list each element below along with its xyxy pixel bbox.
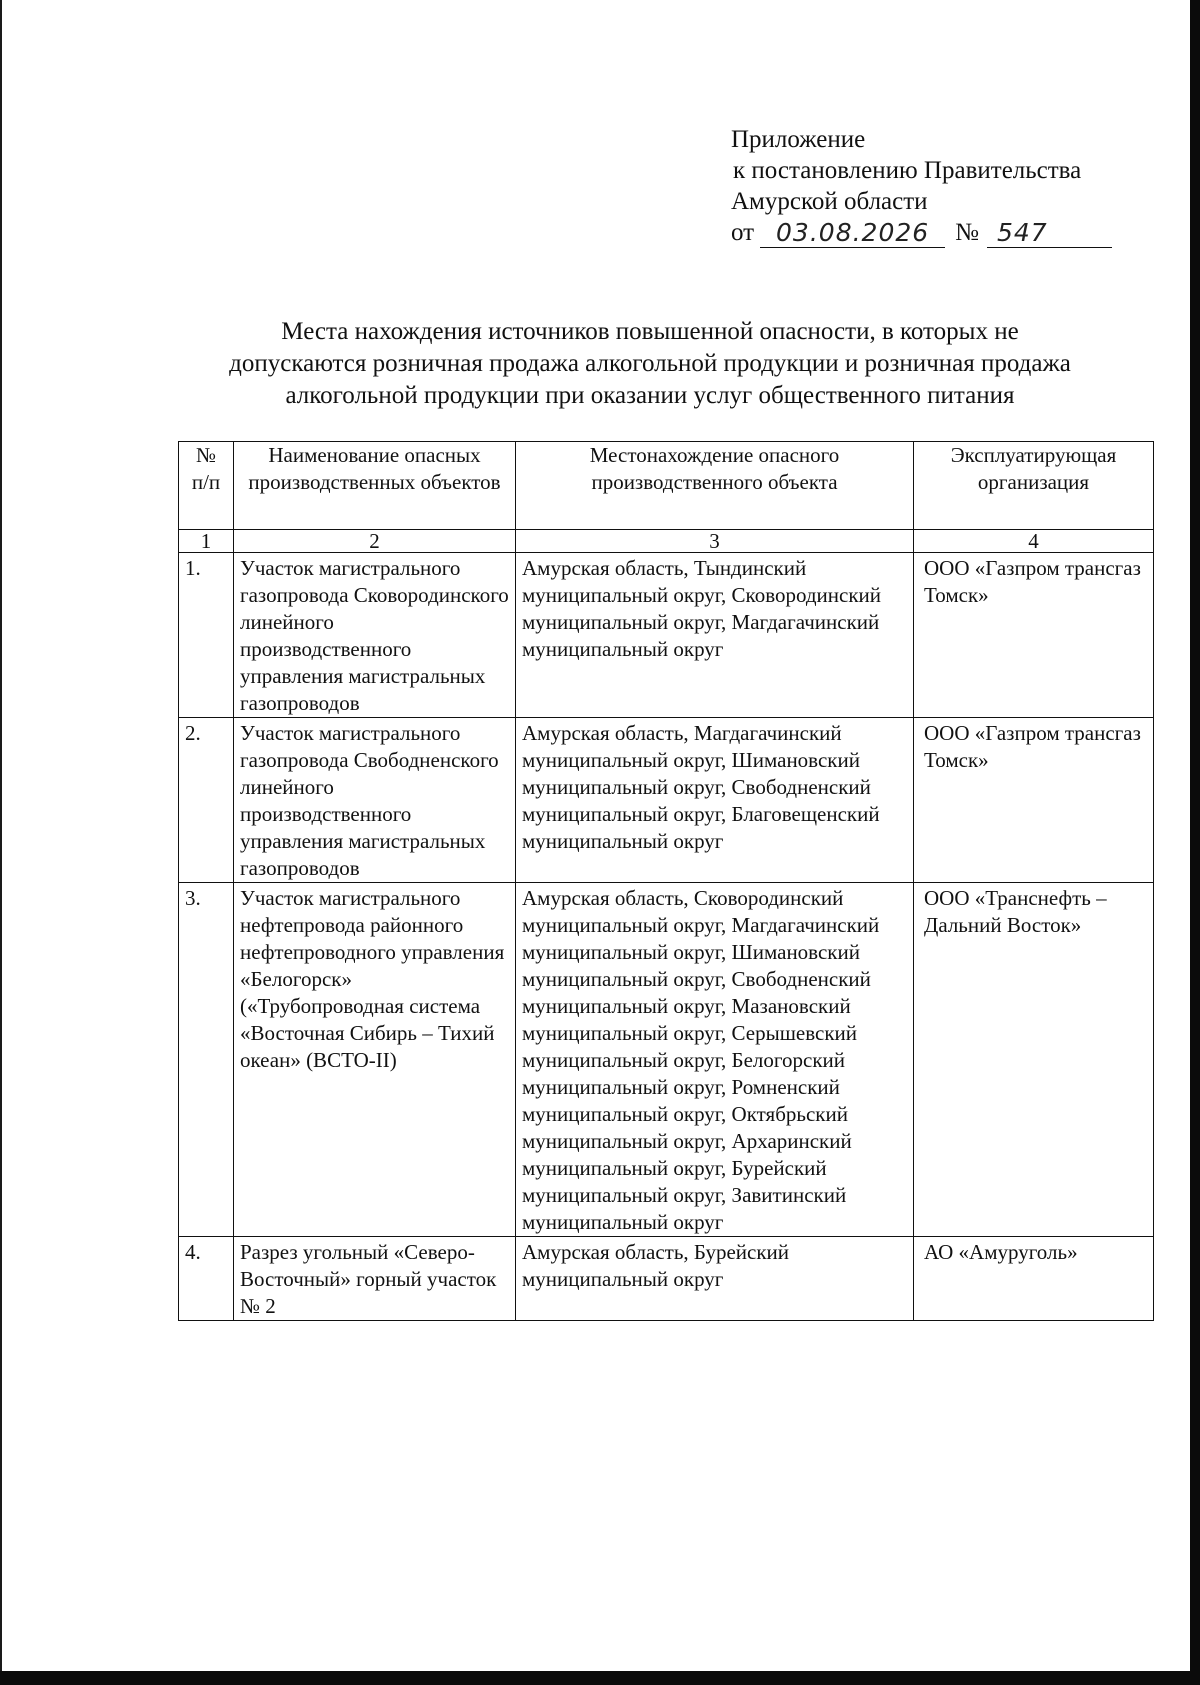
operating-organization: ООО «Газпром трансгаз Томск» — [914, 718, 1154, 883]
appendix-date-number-line — [731, 217, 1112, 248]
row-number: 1. — [179, 553, 234, 718]
date-prefix: от — [731, 219, 755, 246]
title-line-2: допускаются розничная продажа алкогольной продукции и розничная продажа — [229, 350, 1071, 377]
header-number: № п/п — [179, 442, 234, 530]
table-header-row — [179, 442, 1154, 530]
table-row — [179, 553, 1154, 718]
column-number: 1 — [179, 530, 234, 553]
row-number: 3. — [179, 883, 234, 1237]
number-prefix: № — [955, 219, 979, 246]
object-location: Амурская область, Сковородинский муниципальный округ, Магдагачинский муниципальный округ, Шимановский муниципальный округ, Свободненский муниципальный округ, Мазановский муниципальный округ, Серышевский муниципальный округ, Белогорский муниципальный округ, Ромненский муниципальный округ, Октябрьский муниципальный округ, Архаринский муниципальный округ, Бурейский муниципальный округ, Завитинский муниципальный округ — [516, 883, 914, 1237]
object-location: Амурская область, Магдагачинский муниципальный округ, Шимановский муниципальный округ, Свободненский муниципальный округ, Благовещенский муниципальный округ — [516, 718, 914, 883]
object-location: Амурская область, Бурейский муниципальный округ — [516, 1237, 914, 1321]
operating-organization: АО «Амуруголь» — [914, 1237, 1154, 1321]
appendix-heading: Приложение — [731, 126, 866, 153]
table-row — [179, 883, 1154, 1237]
object-location: Амурская область, Тындинский муниципальный округ, Сковородинский муниципальный округ, Магдагачинский муниципальный округ — [516, 553, 914, 718]
row-number: 2. — [179, 718, 234, 883]
scan-edge-bottom — [0, 1671, 1200, 1685]
row-number: 4. — [179, 1237, 234, 1321]
scan-edge-left — [0, 0, 2, 1685]
header-object-name: Наименование опасных производственных объектов — [234, 442, 516, 530]
header-organization: Эксплуатирующая организация — [914, 442, 1154, 530]
header-location: Местонахождение опасного производственного объекта — [516, 442, 914, 530]
column-number: 2 — [234, 530, 516, 553]
object-name: Разрез угольный «Северо-Восточный» горный участок № 2 — [234, 1237, 516, 1321]
appendix-region: Амурской области — [731, 188, 928, 215]
operating-organization: ООО «Газпром трансгаз Томск» — [914, 553, 1154, 718]
appendix-resolution-ref: к постановлению Правительства — [733, 157, 1082, 184]
column-number: 3 — [516, 530, 914, 553]
document-title — [160, 316, 1140, 412]
column-number-row — [179, 530, 1154, 553]
scan-edge-right — [1190, 0, 1200, 1685]
handwritten-number: 547 — [987, 219, 1112, 248]
handwritten-date: 03.08.2026 — [760, 219, 945, 248]
object-name: Участок магистрального газопровода Свободненского линейного производственного управления магистральных газопроводов — [234, 718, 516, 883]
title-line-1: Места нахождения источников повышенной опасности, в которых не — [281, 318, 1019, 345]
operating-organization: ООО «Транснефть – Дальний Восток» — [914, 883, 1154, 1237]
table-row — [179, 718, 1154, 883]
object-name: Участок магистрального нефтепровода районного нефтепроводного управления «Белогорск» («Трубопроводная система «Восточная Сибирь – Тихий океан» (ВСТО-II) — [234, 883, 516, 1237]
title-line-3: алкогольной продукции при оказании услуг общественного питания — [285, 382, 1015, 409]
hazard-sites-table — [178, 441, 1154, 1321]
appendix-block — [731, 124, 1112, 248]
column-number: 4 — [914, 530, 1154, 553]
table-row — [179, 1237, 1154, 1321]
object-name: Участок магистрального газопровода Сковородинского линейного производственного управления магистральных газопроводов — [234, 553, 516, 718]
